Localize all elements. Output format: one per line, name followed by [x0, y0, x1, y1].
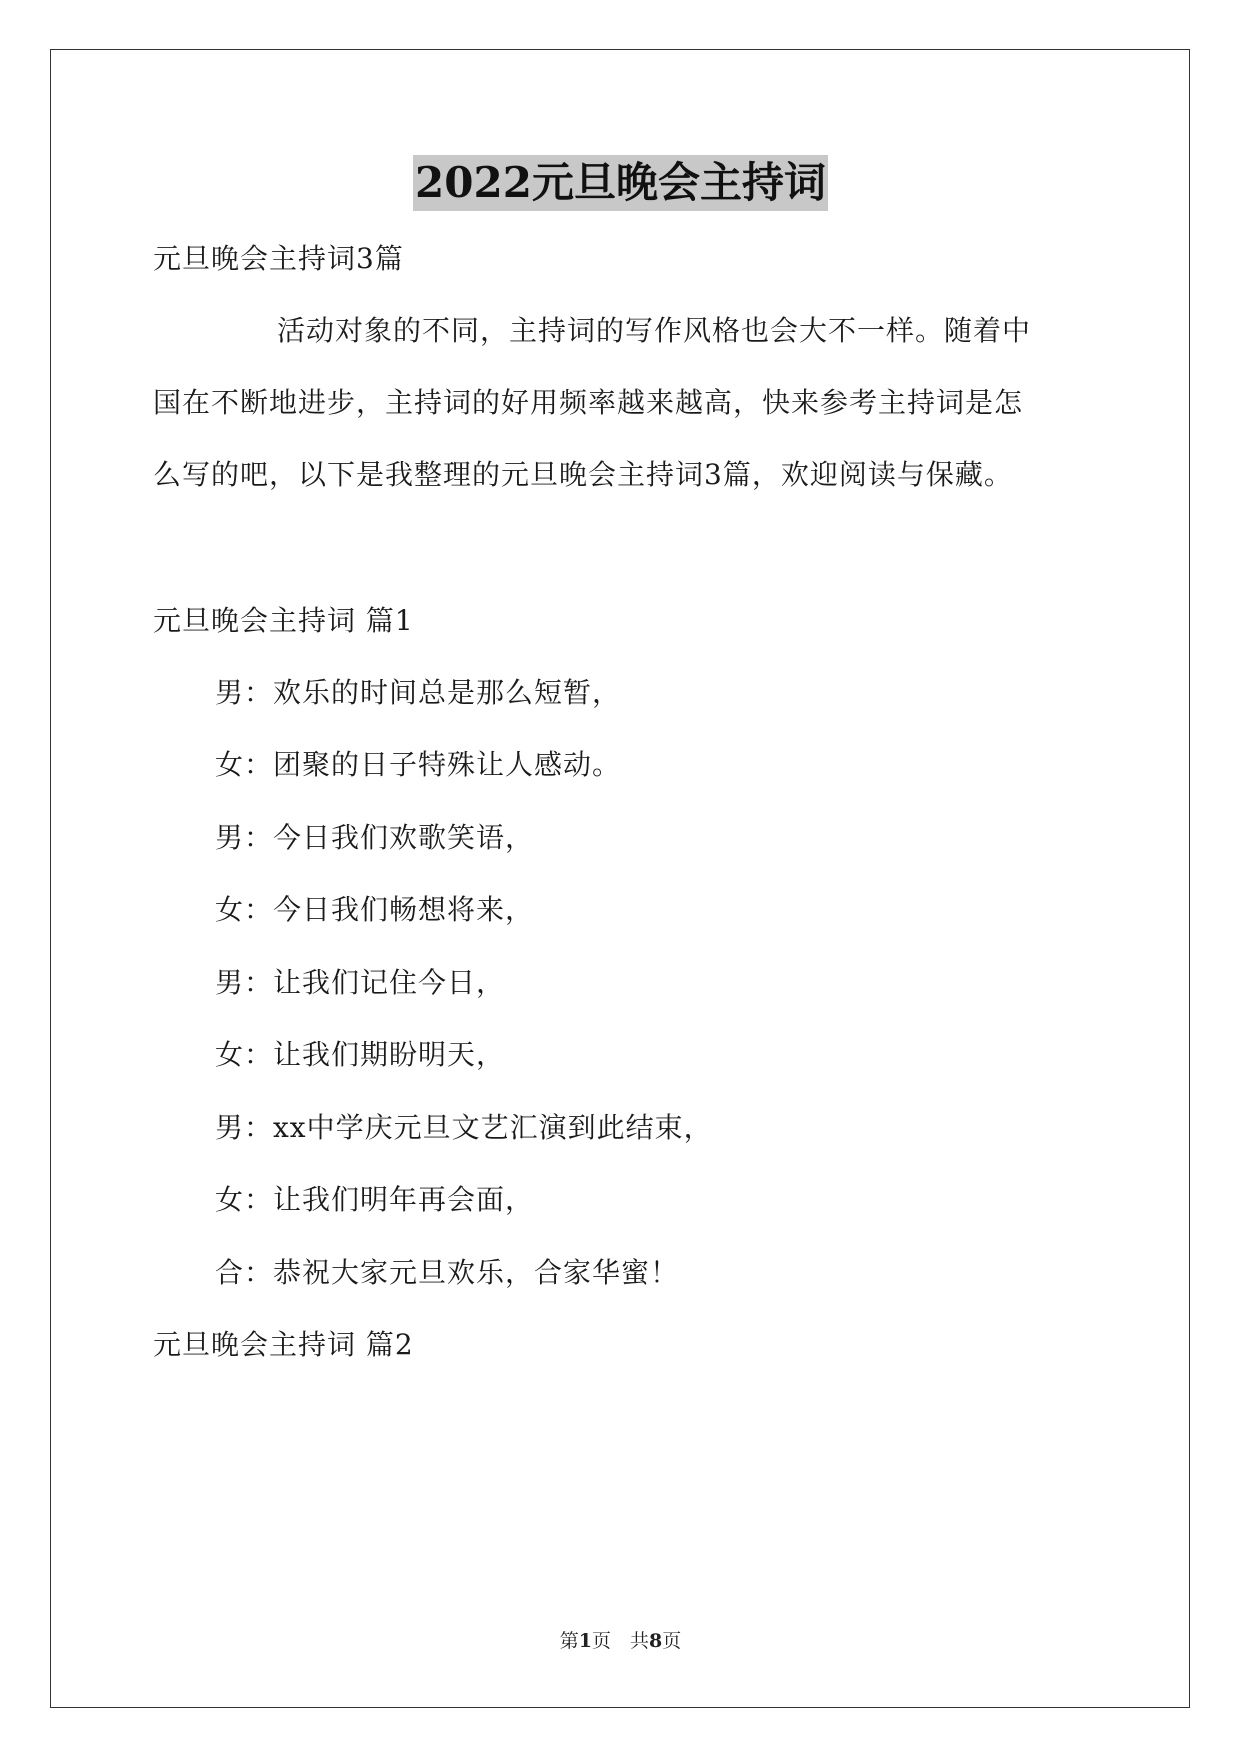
dialogue-line: 男：欢乐的时间总是那么短暂， [215, 676, 622, 709]
dialogue-line: 女：让我们明年再会面， [215, 1183, 535, 1216]
footer-middle: 页 共 [591, 1630, 649, 1652]
footer-current-page: 1 [578, 1630, 592, 1652]
page-border [50, 49, 1190, 1708]
dialogue-line: 男：今日我们欢歌笑语， [215, 821, 535, 854]
dialogue-line: 女：今日我们畅想将来， [215, 893, 535, 926]
section-1-heading: 元旦晚会主持词 篇1 [153, 604, 414, 637]
title-wrap [0, 155, 1241, 211]
dialogue-line: 男：xx中学庆元旦文艺汇演到此结束， [215, 1111, 713, 1144]
intro-line-3: 么写的吧，以下是我整理的元旦晚会主持词3篇，欢迎阅读与保藏。 [153, 458, 1013, 491]
footer-total-pages: 8 [649, 1630, 663, 1652]
dialogue-line: 女：团聚的日子特殊让人感动。 [215, 748, 622, 781]
footer-prefix: 第 [559, 1630, 579, 1652]
footer-suffix: 页 [662, 1630, 682, 1652]
intro-line-2: 国在不断地进步，主持词的好用频率越来越高，快来参考主持词是怎 [153, 386, 1024, 419]
document-subtitle: 元旦晚会主持词3篇 [153, 242, 404, 275]
dialogue-line: 合：恭祝大家元旦欢乐，合家华蜜！ [215, 1256, 680, 1289]
section-2-heading: 元旦晚会主持词 篇2 [153, 1328, 414, 1361]
dialogue-line: 女：让我们期盼明天， [215, 1038, 506, 1071]
intro-line-1: 活动对象的不同，主持词的写作风格也会大不一样。随着中 [277, 314, 1032, 347]
page-footer [0, 1628, 1241, 1654]
dialogue-line: 男：让我们记住今日， [215, 966, 506, 999]
document-title: 2022元旦晚会主持词 [413, 155, 828, 211]
